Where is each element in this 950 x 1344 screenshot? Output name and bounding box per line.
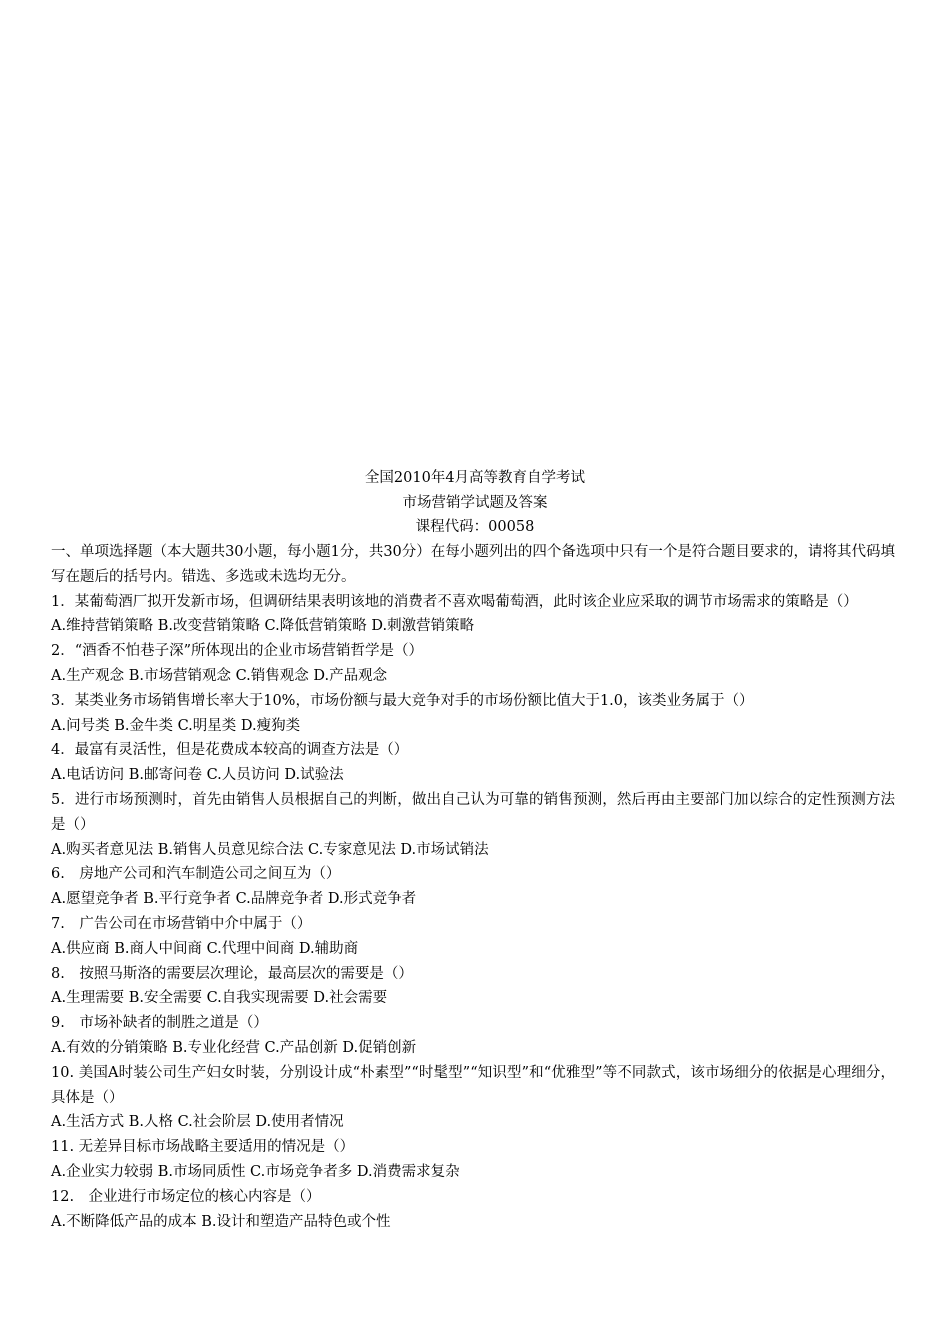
exam-header: [0, 466, 950, 540]
question-options: A.企业实力较弱 B.市场同质性 C.市场竞争者多 D.消费需求复杂: [51, 1163, 460, 1180]
question-options: A.愿望竞争者 B.平行竞争者 C.品牌竞争者 D.形式竞争者: [51, 891, 417, 908]
question-stem: 11. 无差异目标市场战略主要适用的情况是（）: [51, 1139, 355, 1156]
question: [51, 912, 895, 962]
question-options: A.生活方式 B.人格 C.社会阶层 D.使用者情况: [51, 1114, 344, 1131]
question-stem: 8. 按照马斯洛的需要层次理论，最高层次的需要是（）: [51, 965, 413, 982]
question: [51, 738, 895, 788]
exam-title: 全国2010年4月高等教育自学考试: [364, 470, 586, 486]
question-options: A.有效的分销策略 B.专业化经营 C.产品创新 D.促销创新: [51, 1039, 417, 1056]
question: [51, 1135, 895, 1185]
question: [51, 590, 895, 640]
question-stem: 5．进行市场预测时，首先由销售人员根据自己的判断，做出自己认为可靠的销售预测，然后再由主要部门加以综合的定性预测方法是（）: [51, 791, 895, 833]
exam-subtitle: 市场营销学试题及答案: [402, 494, 548, 511]
question-stem: 2．“酒香不怕巷子深”所体现出的企业市场营销哲学是（）: [51, 643, 424, 660]
question: [51, 862, 895, 912]
question-stem: 10. 美国A时装公司生产妇女时装，分别设计成“朴素型”“时髦型”“知识型”和“优雅型”等不同款式，该市场细分的依据是心理细分，具体是（）: [51, 1064, 895, 1106]
question-options: A.不断降低产品的成本 B.设计和塑造产品特色或个性: [51, 1213, 391, 1230]
question-options: A.购买者意见法 B.销售人员意见综合法 C.专家意见法 D.市场试销法: [51, 841, 489, 858]
question-options: A.维持营销策略 B.改变营销策略 C.降低营销策略 D.刺激营销策略: [51, 618, 475, 635]
question-options: A.生产观念 B.市场营销观念 C.销售观念 D.产品观念: [51, 667, 388, 684]
question-options: A.电话访问 B.邮寄问卷 C.人员访问 D.试验法: [51, 767, 344, 784]
question: [51, 639, 895, 689]
question-stem: 12. 企业进行市场定位的核心内容是（）: [51, 1188, 321, 1205]
section-instructions: 一、单项选择题（本大题共30小题，每小题1分，共30分）在每小题列出的四个备选项中只有一个是符合题目要求的，请将其代码填写在题后的括号内。错选、多选或未选均无分。: [51, 544, 895, 585]
question-options: A.供应商 B.商人中间商 C.代理中间商 D.辅助商: [51, 940, 359, 957]
question-stem: 9. 市场补缺者的制胜之道是（）: [51, 1015, 268, 1032]
question: [51, 962, 895, 1012]
question-stem: 4．最富有灵活性，但是花费成本较高的调查方法是（）: [51, 742, 409, 759]
question: [51, 1185, 895, 1235]
course-code: 课程代码：00058: [415, 519, 535, 535]
question-stem: 1．某葡萄酒厂拟开发新市场，但调研结果表明该地的消费者不喜欢喝葡萄酒，此时该企业应采取的调节市场需求的策略是（）: [51, 593, 858, 610]
question-options: A.问号类 B.金牛类 C.明星类 D.瘦狗类: [51, 717, 301, 734]
question: [51, 1011, 895, 1061]
question-stem: 3．某类业务市场销售增长率大于10%，市场份额与最大竞争对手的市场份额比值大于1.0，该类业务属于（）: [51, 692, 754, 709]
question: [51, 1061, 895, 1135]
exam-content: [51, 540, 895, 1234]
question-stem: 6. 房地产公司和汽车制造公司之间互为（）: [51, 866, 341, 883]
question: [51, 689, 895, 739]
question: [51, 788, 895, 862]
question-options: A.生理需要 B.安全需要 C.自我实现需要 D.社会需要: [51, 990, 388, 1007]
question-stem: 7. 广告公司在市场营销中介中属于（）: [51, 915, 312, 932]
